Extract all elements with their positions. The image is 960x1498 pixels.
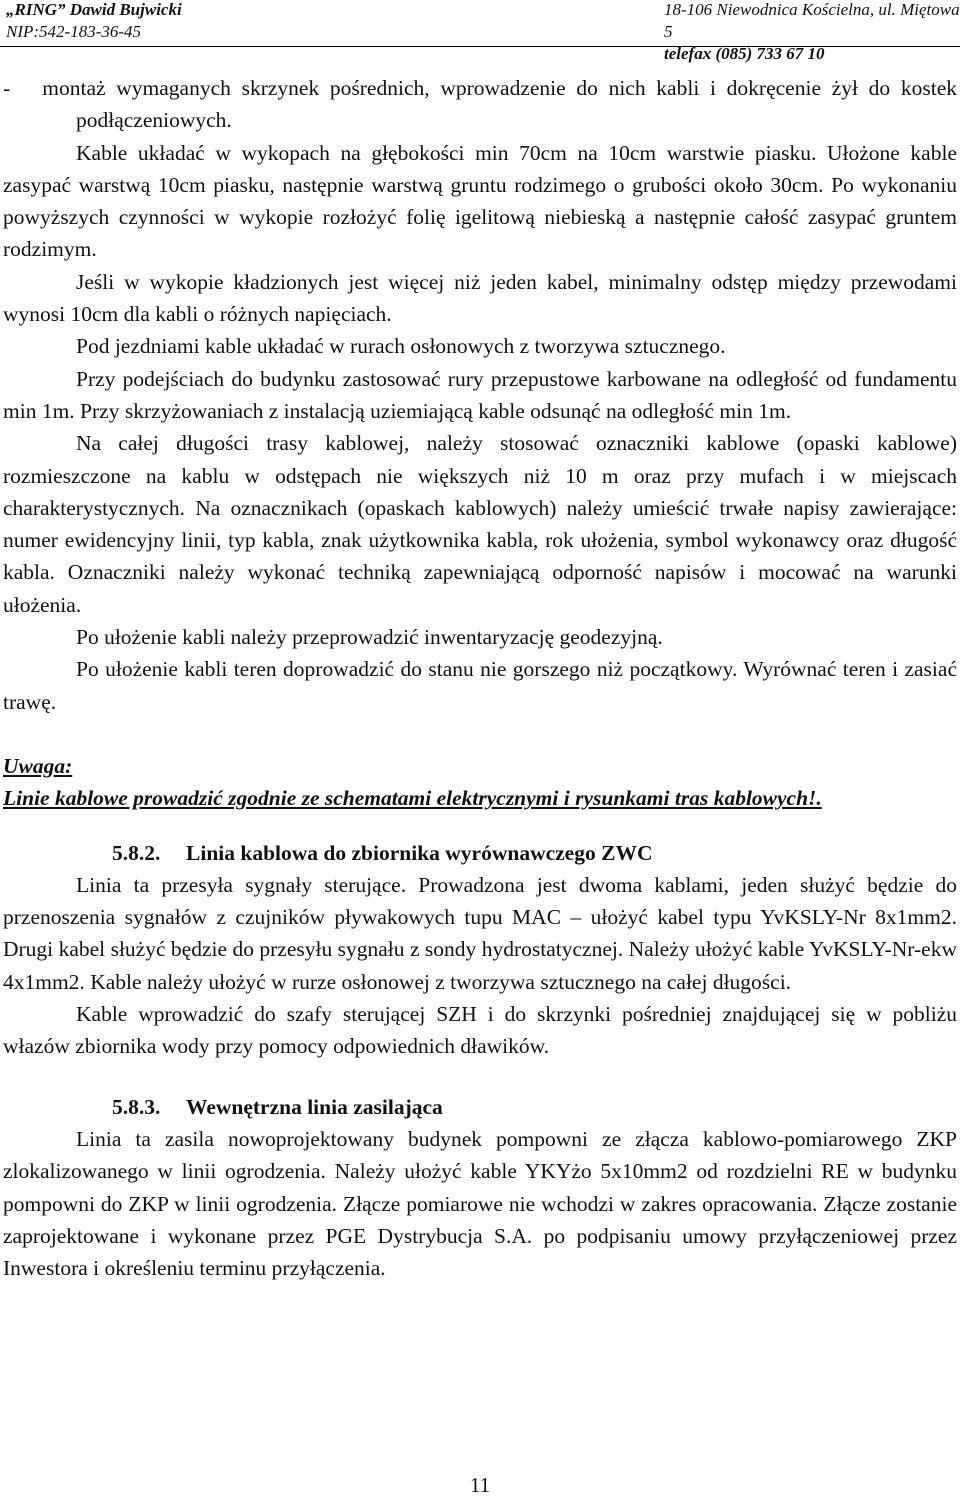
page-number: 11 (469, 1473, 491, 1497)
company-address: 18-106 Niewodnica Kościelna, ul. Miętowa 5 (664, 0, 960, 41)
note-text: Linie kablowe prowadzić zgodnie ze schematami elektrycznymi i rysunkami tras kablowych!. (3, 786, 822, 811)
paragraph-582-glands: Kable wprowadzić do szafy sterującej SZH i do skrzynki pośredniej znajdującej się w pobliżu włazów zbiornika wody przy pomocy odpowiednich dławików. (3, 1002, 957, 1059)
section-number: 5.8.3. (112, 1094, 161, 1119)
paragraph-markers: Na całej długości trasy kablowej, należy stosować oznaczniki kablowe (opaski kablowe) rozmieszczone na kablu w odstępach nie większych niż 10 m oraz przy mufach i w miejscach charakterystycznych. Na oznacznikach (opaskach kablowych) należy umieścić trwałe napisy zawierające: numer ewidencyjny linii, typ kabla, znak użytkownika kabla, rok ułożenia, symbol wykonawcy oraz długość kabla. Oznaczniki należy wykonać techniką zapewniającą odporność napisów i mocować na warunki ułożenia. (3, 431, 957, 617)
paragraph-building-approach: Przy podejściach do budynku zastosować rury przepustowe karbowane na odległość od fundamentu min 1m. Przy skrzyżowaniach z instalacją uziemiającą kable odsunąć na odległość min 1m. (3, 366, 957, 423)
paragraph-roads: Pod jezdniami kable układać w rurach osłonowych z tworzywa sztucznego. (76, 334, 726, 359)
section-heading-582 (3, 837, 957, 869)
paragraph-582-signals: Linia ta przesyła sygnały sterujące. Prowadzona jest dwoma kablami, jeden służyć będzie do przenoszenia sygnałów z czujników pływakowych tupu MAC – ułożyć kabel typu YvKSLY-Nr 8x1mm2. Drugi kabel służyć będzie do przesyłu sygnału z sondy hydrostatycznej. Należy ułożyć kable YvKSLY-Nr-ekw 4x1mm2. Kable należy ułożyć w rurze osłonowej z tworzywa sztucznego na całej długości. (3, 872, 957, 994)
company-phone: telefax (085) 733 67 10 (664, 44, 825, 63)
company-name: „RING” Dawid Bujwicki (6, 0, 182, 19)
paragraph-restoration: Po ułożenie kabli teren doprowadzić do stanu nie gorszego niż początkowy. Wyrównać teren i zasiać trawę. (3, 657, 957, 714)
header-company (6, 0, 182, 43)
paragraph-inventory: Po ułożenie kabli należy przeprowadzić inwentaryzację geodezyjną. (76, 625, 663, 650)
paragraph-cable-laying: Kable układać w wykopach na głębokości min 70cm na 10cm warstwie piasku. Ułożone kable zasypać warstwą 10cm piasku, następnie warstwą gruntu rodzimego o grubości około 30cm. Po wykonaniu powyższych czynności w wykopie rozłożyć folię igelitową niebieską a następnie całość zasypać gruntem rodzimym. (3, 140, 957, 262)
section-title: Linia kablowa do zbiornika wyrównawczego ZWC (186, 840, 653, 865)
note-title: Uwaga: (3, 753, 73, 778)
company-nip: NIP:542-183-36-45 (6, 22, 142, 41)
section-number: 5.8.2. (112, 840, 161, 865)
paragraph-583-supply: Linia ta zasila nowoprojektowany budynek pompowni ze złącza kablowo-pomiarowego ZKP zlokalizowanego w linii ogrodzenia. Należy ułożyć kable YKYżo 5x10mm2 od rozdzielni RE w budynku pompowni do ZKP w linii ogrodzenia. Złącze pomiarowe nie wchodzi w zakres opracowania. Złącze zostanie zaprojektowane i wykonane przez PGE Dystrybucja S.A. po podpisaniu umowy przyłączeniowej przez Inwestora i określeniu terminu przyłączenia. (3, 1126, 957, 1281)
document-body (3, 72, 957, 1284)
section-title: Wewnętrzna linia zasilająca (186, 1094, 443, 1119)
paragraph-list-item: - montaż wymaganych skrzynek pośrednich, wprowadzenie do nich kabli i dokręcenie żył do kostek podłączeniowych. (3, 76, 957, 133)
section-heading-583 (3, 1091, 957, 1123)
paragraph-spacing: Jeśli w wykopie kładzionych jest więcej niż jeden kabel, minimalny odstęp między przewodami wynosi 10cm dla kabli o różnych napięciach. (3, 269, 957, 327)
header-contact (664, 0, 960, 65)
page-header (0, 0, 960, 63)
